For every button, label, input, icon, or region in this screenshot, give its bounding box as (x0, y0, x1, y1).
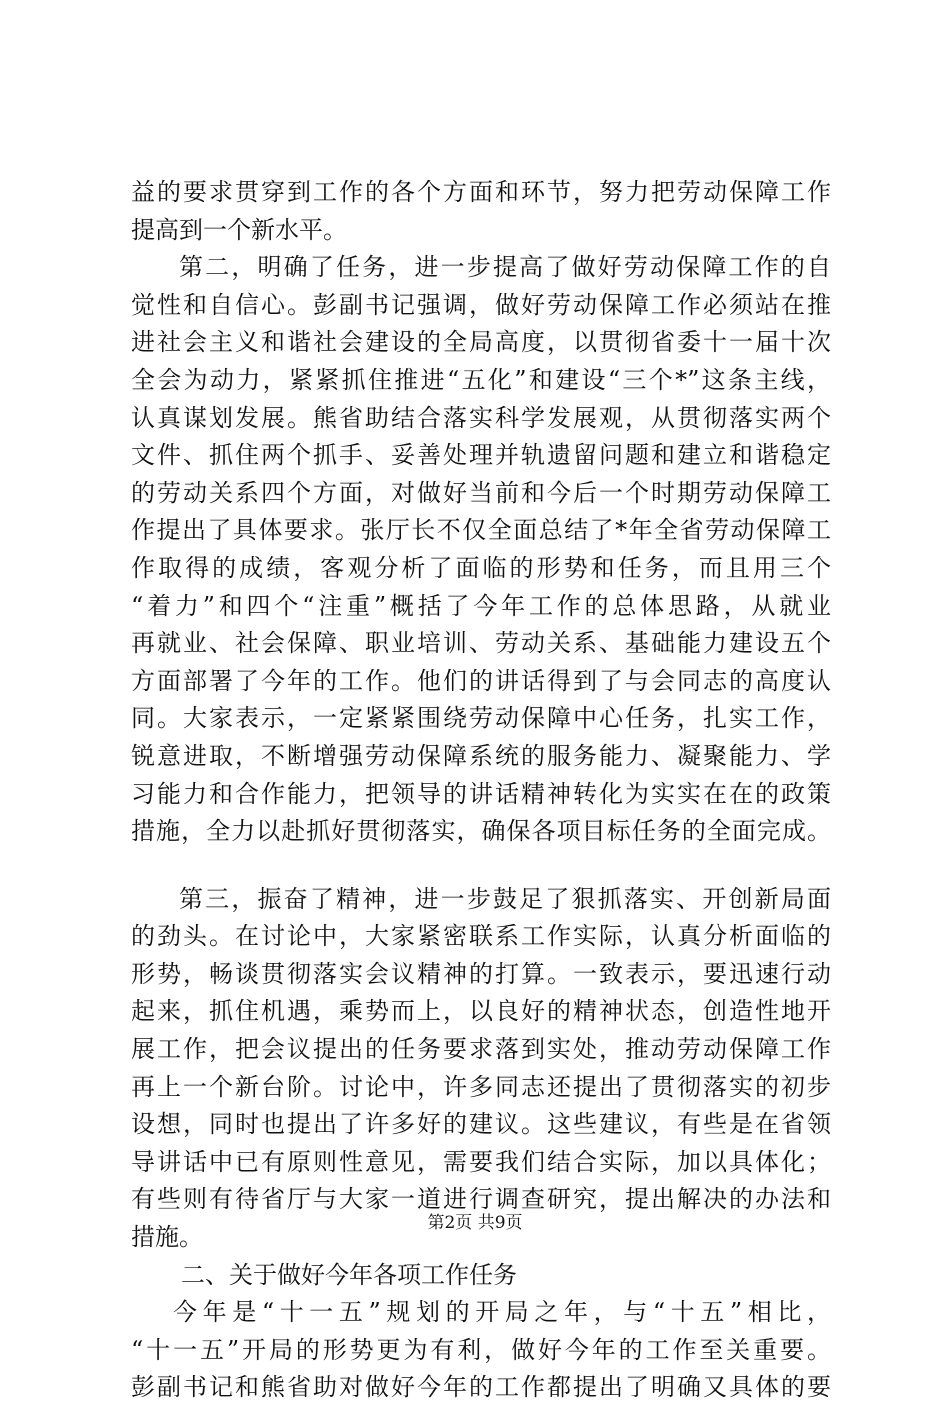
text-line: 觉性和自信心。彭副书记强调，做好劳动保障工作必须站在推 (131, 290, 831, 319)
text-line: 益的要求贯穿到工作的各个方面和环节，努力把劳动保障工作 (131, 178, 831, 206)
text-line: 再就业、社会保障、职业培训、劳动关系、基础能力建设五个 (131, 629, 831, 658)
text-line: 习能力和合作能力，把领导的讲话精神转化为实实在在的政策 (131, 779, 831, 808)
section-heading: 二、关于做好今年各项工作任务 (181, 1260, 517, 1289)
text-line: 作取得的成绩，客观分析了面临的形势和任务，而且用三个 (131, 553, 831, 582)
text-line: 形势，畅谈贯彻落实会议精神的打算。一致表示，要迅速行动 (131, 959, 831, 988)
text-line: 展工作，把会议提出的任务要求落到实处，推动劳动保障工作 (131, 1035, 831, 1064)
text-line: 导讲话中已有原则性意见，需要我们结合实际，加以具体化； (131, 1147, 831, 1176)
paragraph-start-second: 第二，明确了任务，进一步提高了做好劳动保障工作的自 (179, 253, 831, 282)
text-line: 的劲头。在讨论中，大家紧密联系工作实际，认真分析面临的 (131, 922, 831, 951)
text-line: 文件、抓住两个抓手、妥善处理并轨遗留问题和建立和谐稳定 (131, 441, 831, 470)
text-line: 进社会主义和谐社会建设的全局高度，以贯彻省委十一届十次 (131, 328, 831, 357)
paragraph-start-third: 第三，振奋了精神，进一步鼓足了狠抓落实、开创新局面 (179, 884, 831, 913)
text-line: 的劳动关系四个方面，对做好当前和今后一个时期劳动保障工 (131, 478, 831, 507)
page-number-label: 第2页 共9页 (427, 1213, 523, 1233)
text-line: “着力”和四个“注重”概括了今年工作的总体思路，从就业 (131, 591, 831, 620)
text-line: 全会为动力，紧紧抓住推进“五化”和建设“三个*”这条主线， (131, 365, 831, 394)
text-line: 认真谋划发展。熊省助结合落实科学发展观，从贯彻落实两个 (131, 403, 831, 432)
text-line: 措施，全力以赴抓好贯彻落实，确保各项目标任务的全面完成。 (131, 817, 831, 846)
page-footer (0, 1212, 950, 1234)
paragraph-gap (131, 851, 831, 881)
text-line: 提高到一个新水平。 (131, 215, 347, 244)
text-line: 设想，同时也提出了许多好的建议。这些建议，有些是在省领 (131, 1110, 831, 1139)
text-line: 彭副书记和熊省助对做好今年的工作都提出了明确又具体的要 (131, 1373, 831, 1402)
paragraph-start-section-two: 今年是“十一五”规划的开局之年，与“十五”相比， (173, 1298, 831, 1327)
text-line: 措施。 (131, 1223, 203, 1252)
text-line: 作提出了具体要求。张厅长不仅全面总结了*年全省劳动保障工 (131, 516, 831, 545)
text-line: 方面部署了今年的工作。他们的讲话得到了与会同志的高度认 (131, 666, 831, 695)
text-line: 有些则有待省厅与大家一道进行调查研究，提出解决的办法和 (131, 1185, 831, 1214)
text-line: 锐意进取，不断增强劳动保障系统的服务能力、凝聚能力、学 (131, 741, 831, 770)
text-line: “十一五”开局的形势更为有利，做好今年的工作至关重要。 (131, 1335, 831, 1364)
text-line: 再上一个新台阶。讨论中，许多同志还提出了贯彻落实的初步 (131, 1072, 831, 1101)
text-line: 同。大家表示，一定紧紧围绕劳动保障中心任务，扎实工作， (131, 704, 831, 733)
text-line: 起来，抓住机遇，乘势而上，以良好的精神状态，创造性地开 (131, 997, 831, 1026)
